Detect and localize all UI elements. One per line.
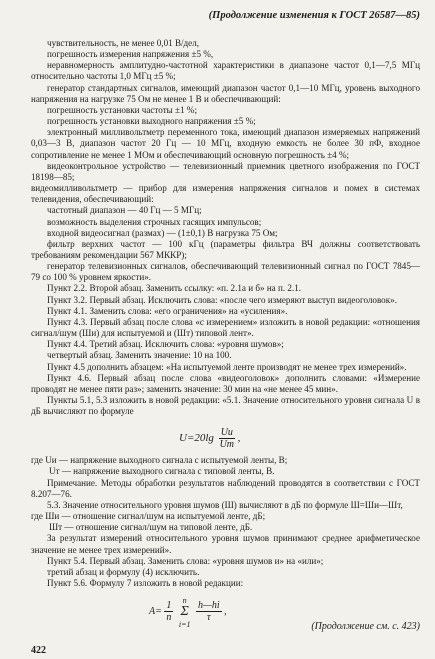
paragraph: 5.3. Значение относительного уровня шумов (Ш) вычисляют в дБ по формуле Ш=Ши—Шт, (47, 499, 403, 510)
paragraph: Пункт 4.5 дополнить абзацем: «На испытуемой ленте производят не менее трех измерений». (47, 361, 407, 372)
paragraph: Пункт 2.2. Второй абзац. Заменить ссылку: «п. 2.1а и б» на п. 2.1. (47, 283, 302, 294)
where-line: где Uи — напряжение выходного сигнала с испытуемой ленты, В; (31, 455, 288, 466)
formula-numerator: 1 (166, 600, 172, 612)
paragraph: Пункт 4.3. Первый абзац после слова «с измерением» изложить в новой редакции: «отношения сигнал/шум (Ши) для испытуемой и (Шт) типовой лент». (31, 316, 420, 339)
paragraph: частотный диапазон — 40 Гц — 5 МГц; (47, 205, 202, 216)
formula-lhs: A= (149, 606, 162, 618)
formula-lhs: U=20lg (179, 432, 214, 445)
paragraph: четвертый абзац. Заменить значение: 10 на 100. (47, 350, 232, 361)
formula-tail: , (237, 432, 241, 445)
formula-numerator: h—hi (197, 600, 220, 612)
sum-upper-limit: n (182, 595, 187, 605)
paragraph: погрешность измерения напряжения ±5 %, (47, 49, 214, 60)
formula-denominator: n (166, 612, 172, 624)
paragraph: неравномерность амплитудно-частотной характеристики в диапазоне частот 0,1—7,5 МГц относительно частоты 1,0 МГц ±5 %; (31, 60, 420, 82)
formula-relative-signal-level (31, 419, 420, 455)
page-number: 422 (31, 645, 46, 656)
formula-fraction (164, 600, 173, 623)
paragraph: электронный милливольтметр переменного тока, имеющий диапазон измеряемых напряжений 0,03—3 В, диапазон частот 20 Гц — 10 МГц, входную емкость не более 30 пФ, входное сопротивление не менее 1 МОм и обеспечивающий основную погрешность ±4 %; (31, 127, 420, 160)
paragraph: Пункт 4.6. Первый абзац после слова «видеоголовок» дополнить словами: «Измерение проводят не менее пяти раз»; заменить значение: 30 мин на «не менее 45 мин». (31, 372, 420, 394)
where-line: Uт — напряжение выходного сигнала с типовой ленты, В. (49, 466, 275, 477)
paragraph: генератор телевизионных сигналов, обеспечивающий телевизионный сигнал по ГОСТ 7845—79 со 100 % уровнем яркости». (31, 261, 420, 283)
formula-numerator: Uи (220, 427, 233, 439)
formula-denominator: τ (207, 612, 211, 624)
paragraph: погрешность установки частоты ±1 %; (47, 104, 197, 115)
paragraph: генератор стандартных сигналов, имеющий диапазон частот 0,1—10 МГц, уровень выходного напряжения на нагрузке 75 Ом не менее 1 В и обеспечивающий: (31, 82, 420, 104)
where-line: где Ши — отношение сигнал/шум на испытуемой ленте, дБ; (31, 511, 266, 522)
paragraph: За результат измерений относительного уровня шумов принимают среднее арифметическое значение не менее трех измерений». (31, 533, 420, 555)
paragraph: возможность выделения строчных гасящих импульсов; (47, 216, 262, 227)
paragraph: Пункт 3.2. Первый абзац. Исключить слова: «после чего измеряют выступ видеоголовок». (47, 294, 397, 305)
formula-tail: , (224, 606, 227, 618)
sigma-icon: Σ (180, 603, 189, 619)
paragraph: Пункт 5.4. Первый абзац. Заменить слова: «уровня шумов и» на «или»; (47, 555, 324, 566)
paragraph: Пункт 5.6. Формулу 7 изложить в новой редакции: (47, 578, 244, 589)
note-paragraph: Примечание. Методы обработки результатов наблюдений проводятся в соответствии с ГОСТ 8.207—76. (31, 477, 420, 499)
paragraph: Пункт 4.1. Заменить слова: «его ограничения» на «усиления». (47, 305, 288, 316)
sum-lower-limit: i=1 (178, 619, 191, 629)
formula-fraction (196, 600, 222, 623)
page-header: (Продолжение изменения к ГОСТ 26587—85) (208, 10, 420, 21)
paragraph: чувствительность, не менее 0,01 В/дел, (47, 38, 200, 48)
paragraph: видеоконтрольное устройство — телевизионный приемник цветного изображения по ГОСТ 18198—85; (31, 160, 420, 182)
paragraph: погрешность установки выходного напряжения ±5 %; (47, 116, 256, 127)
paragraph: фильтр верхних частот — 100 кГц (параметры фильтра ВЧ должны соответствовать требованиям рекомендации 567 МККР); (31, 238, 420, 260)
summation-sign (179, 595, 191, 628)
where-line: Шт — отношение сигнал/шум на типовой ленте, дБ. (49, 522, 253, 533)
continuation-note: (Продолжение см. с. 423) (311, 621, 420, 632)
paragraph: третий абзац и формулу (4) исключить. (47, 566, 200, 577)
paragraph: Пункт 4.4. Третий абзац. Исключить слова: «уровня шумов»; (47, 339, 284, 350)
paragraph: Пункты 5.1, 5.3 изложить в новой редакции: «5.1. Значение относительного уровня сигнала U в дБ вычисляют по формуле (31, 395, 420, 417)
paragraph: видеомилливольтметр — прибор для измерения напряжения сигналов и помех в системах телевидения, обеспечивающий: (31, 183, 420, 205)
formula-fraction (219, 427, 235, 450)
formula-denominator: Uт (219, 439, 235, 451)
paragraph: входной видеосигнал (размах) — (1±0,1) В нагрузка 75 Ом; (47, 227, 278, 238)
